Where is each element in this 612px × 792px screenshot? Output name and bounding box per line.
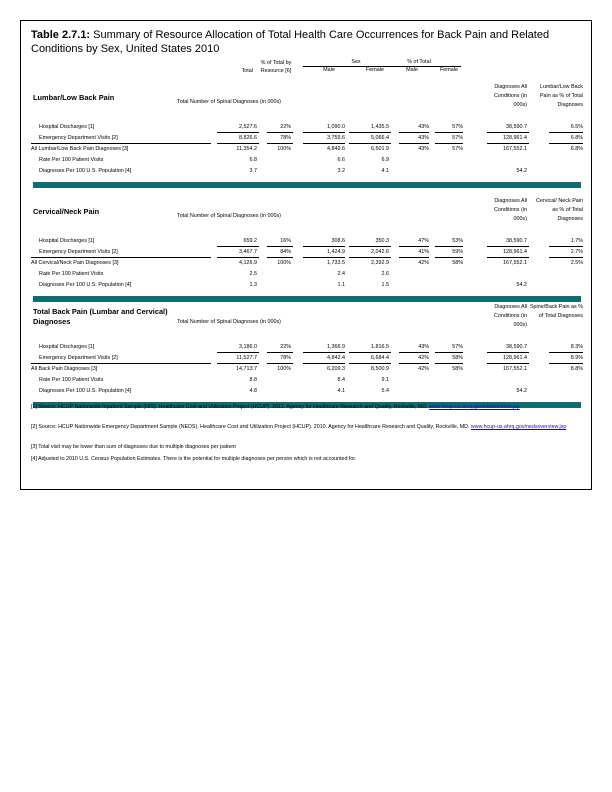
cell-share: 8.3%	[570, 344, 583, 350]
section-title: Total Back Pain (Lumbar and Cervical) Diagnoses	[33, 307, 168, 326]
cell-pct-female: 57%	[452, 146, 463, 152]
cell-share: 2.5%	[570, 260, 583, 266]
cell-pct-male: 47%	[418, 238, 429, 244]
row-label: Rate Per 100 Patient Visits	[39, 271, 104, 277]
cell-male: 3,759.6	[327, 135, 345, 141]
cell-diagnoses-all: 54.2	[516, 388, 527, 394]
cell-pct-female: 57%	[452, 344, 463, 350]
row-divider	[549, 363, 583, 364]
cell-pct-resource: 100%	[277, 366, 291, 372]
cell-male: 308.6	[331, 238, 345, 244]
section-subhead: Total Number of Spinal Diagnoses (in 000s)	[177, 213, 281, 219]
row-divider	[267, 143, 293, 144]
cell-share: 8.9%	[570, 355, 583, 361]
cell-male: 6,209.3	[327, 366, 345, 372]
cell-diagnoses-all: 167,552.1	[503, 260, 527, 266]
total-row-divider	[31, 143, 211, 144]
table-row	[21, 134, 593, 143]
cell-pct-male: 43%	[418, 135, 429, 141]
cell-female: 350.3	[375, 238, 389, 244]
row-divider	[217, 143, 259, 144]
cell-pct-resource: 16%	[280, 238, 291, 244]
table-row	[21, 354, 593, 363]
col-header-pct-of-total: % of Total	[407, 59, 431, 65]
row-divider	[435, 132, 463, 133]
total-row-divider	[31, 257, 211, 258]
cell-share: 1.7%	[570, 238, 583, 244]
cell-total: 3,186.0	[239, 344, 257, 350]
row-divider	[349, 363, 391, 364]
cell-pct-female: 57%	[452, 135, 463, 141]
row-divider	[549, 257, 583, 258]
row-divider	[217, 246, 259, 247]
cell-male: 2.4	[337, 271, 345, 277]
cell-total: 659.2	[243, 238, 257, 244]
row-divider	[303, 132, 345, 133]
table-row	[21, 248, 593, 257]
row-label: All Cervical/Neck Pain Diagnoses [3]	[31, 260, 119, 266]
row-divider	[303, 363, 345, 364]
table-row	[21, 343, 593, 352]
cell-total: 4,126.9	[239, 260, 257, 266]
row-divider	[303, 143, 345, 144]
cell-total: 1.3	[249, 282, 257, 288]
footnote	[31, 444, 583, 452]
footnote	[31, 424, 583, 432]
cell-diagnoses-all: 128,961.4	[503, 135, 527, 141]
cell-male: 6.6	[337, 157, 345, 163]
row-divider	[487, 363, 529, 364]
table-row	[21, 167, 593, 176]
row-label: Diagnoses Per 100 U.S. Population [4]	[39, 168, 132, 174]
cell-pct-resource: 100%	[277, 260, 291, 266]
row-divider	[303, 352, 345, 353]
col-header-pct-female: Female	[440, 67, 458, 73]
row-divider	[349, 352, 391, 353]
cell-total: 6.8	[249, 157, 257, 163]
cell-pct-resource: 100%	[277, 146, 291, 152]
cell-total: 14,713.7	[236, 366, 257, 372]
row-label: Diagnoses Per 100 U.S. Population [4]	[39, 388, 132, 394]
cell-pct-resource: 78%	[280, 355, 291, 361]
section-title: Lumbar/Low Back Pain	[33, 93, 115, 102]
row-label: All Lumbar/Low Back Pain Diagnoses [3]	[31, 146, 129, 152]
table-row	[21, 259, 593, 268]
row-label: Hospital Discharges [1]	[39, 238, 95, 244]
cell-pct-female: 53%	[452, 238, 463, 244]
row-divider	[349, 257, 391, 258]
row-label: All Back Pain Diagnoses [3]	[31, 366, 98, 372]
row-divider	[549, 352, 583, 353]
cell-male: 1.1	[337, 282, 345, 288]
table-title-label: Table 2.7.1:	[31, 29, 91, 41]
diagnoses-header: Diagnoses All Conditions (in 000s)	[494, 198, 527, 222]
cell-pct-male: 43%	[418, 146, 429, 152]
footnote	[31, 456, 583, 464]
cell-pct-male: 41%	[418, 249, 429, 255]
diagnoses-header: Diagnoses All Conditions (in 000s)	[494, 304, 527, 328]
table-row	[21, 145, 593, 154]
cell-female: 1,816.5	[371, 344, 389, 350]
cell-female: 1.5	[381, 282, 389, 288]
cell-pct-resource: 22%	[280, 124, 291, 130]
cell-total: 8.8	[249, 377, 257, 383]
cell-female: 6,501.9	[371, 146, 389, 152]
row-label: Hospital Discharges [1]	[39, 344, 95, 350]
cell-pct-male: 42%	[418, 366, 429, 372]
cell-diagnoses-all: 54.2	[516, 282, 527, 288]
row-divider	[435, 257, 463, 258]
table-row	[21, 237, 593, 246]
total-row-divider	[31, 363, 211, 364]
cell-pct-male: 43%	[418, 124, 429, 130]
col-header-pct-resource: % of Total by Resource [6]	[260, 60, 292, 74]
cell-diagnoses-all: 38,590.7	[506, 238, 527, 244]
row-divider	[435, 363, 463, 364]
cell-male: 1,424.9	[327, 249, 345, 255]
row-divider	[399, 143, 429, 144]
row-divider	[267, 132, 293, 133]
table-row	[21, 270, 593, 279]
cell-share: 8.8%	[570, 366, 583, 372]
cell-female: 2,392.9	[371, 260, 389, 266]
cell-pct-female: 57%	[452, 124, 463, 130]
cell-pct-male: 42%	[418, 260, 429, 266]
footnote-text: [2] Source: HCUP Nationwide Emergency Department Sample (NEDS). Healthcare Cost and Utilization Project (HCUP). 2010. Agency for Healthcare Research and Quality, Rockville, MD.	[31, 424, 471, 430]
cell-male: 8.4	[337, 377, 345, 383]
row-divider	[399, 132, 429, 133]
cell-diagnoses-all: 167,552.1	[503, 366, 527, 372]
footnote-link[interactable]: www.hcup-us.ahrq.gov/nedsoverview.jsp	[470, 424, 567, 430]
section-subhead: Total Number of Spinal Diagnoses (in 000s)	[177, 319, 281, 325]
row-divider	[487, 143, 529, 144]
cell-total: 11,354.2	[236, 146, 257, 152]
row-divider	[399, 246, 429, 247]
cell-female: 5.4	[381, 388, 389, 394]
row-divider	[217, 352, 259, 353]
table-row	[21, 376, 593, 385]
row-divider	[267, 363, 293, 364]
cell-share: 6.8%	[570, 146, 583, 152]
table-row	[21, 281, 593, 290]
cell-diagnoses-all: 167,552.1	[503, 146, 527, 152]
footnote-text: [3] Total visit may be lower than sum of diagnoses due to multiple diagnoses per patient	[31, 444, 236, 450]
cell-total: 4.8	[249, 388, 257, 394]
table-title-text: Summary of Resource Allocation of Total Health Care Occurrences for Back Pain and Related Conditions by Sex, United States 2010	[31, 29, 550, 55]
share-header: Spine/Back Pain as % of Total Diagnoses	[529, 304, 583, 319]
row-divider	[399, 352, 429, 353]
table-row	[21, 123, 593, 132]
row-divider	[267, 352, 293, 353]
row-divider	[549, 246, 583, 247]
row-divider	[267, 257, 293, 258]
section-subhead: Total Number of Spinal Diagnoses (in 000s)	[177, 99, 281, 105]
section-band	[33, 296, 581, 302]
row-divider	[303, 257, 345, 258]
cell-female: 9.1	[381, 377, 389, 383]
cell-male: 4,849.6	[327, 146, 345, 152]
cell-male: 1,366.9	[327, 344, 345, 350]
table-row	[21, 156, 593, 165]
cell-pct-resource: 78%	[280, 135, 291, 141]
row-label: Emergency Department Visits [2]	[39, 249, 118, 255]
table-row	[21, 387, 593, 396]
cell-pct-male: 42%	[418, 355, 429, 361]
cell-diagnoses-all: 38,590.7	[506, 344, 527, 350]
section-band	[33, 182, 581, 188]
row-divider	[549, 143, 583, 144]
col-header-sex: Sex	[351, 59, 361, 65]
cell-diagnoses-all: 128,961.4	[503, 355, 527, 361]
share-header: Lumbar/Low Back Pain as % of Total Diagnoses	[539, 84, 583, 108]
cell-pct-male: 43%	[418, 344, 429, 350]
cell-female: 4.1	[381, 168, 389, 174]
footnote-link[interactable]: www.hcup-us.ahrq.gov/nisoverview.jsp	[429, 404, 520, 410]
cell-share: 2.7%	[570, 249, 583, 255]
row-divider	[399, 257, 429, 258]
row-divider	[435, 246, 463, 247]
cell-total: 11,527.7	[236, 355, 257, 361]
row-divider	[217, 363, 259, 364]
row-divider	[349, 132, 391, 133]
row-divider	[435, 352, 463, 353]
row-label: Emergency Department Visits [2]	[39, 355, 118, 361]
cell-male: 4,842.4	[327, 355, 345, 361]
row-divider	[487, 257, 529, 258]
section-title: Cervical/Neck Pain	[33, 207, 100, 216]
table-row	[21, 365, 593, 374]
cell-total: 2.5	[249, 271, 257, 277]
cell-male: 1,090.0	[327, 124, 345, 130]
table-page	[20, 20, 592, 490]
cell-male: 1,733.5	[327, 260, 345, 266]
footnote	[31, 404, 583, 412]
col-header-female: Female	[366, 67, 384, 73]
share-header: Cervical/ Neck Pain as % of Total Diagnoses	[535, 198, 583, 222]
row-label: Emergency Department Visits [2]	[39, 135, 118, 141]
cell-female: 6,684.4	[371, 355, 389, 361]
cell-male: 3.2	[337, 168, 345, 174]
row-divider	[349, 143, 391, 144]
row-label: Rate Per 100 Patient Visits	[39, 157, 104, 163]
cell-share: 6.8%	[570, 135, 583, 141]
col-header-male: Male	[323, 67, 335, 73]
cell-total: 2,527.6	[239, 124, 257, 130]
cell-pct-female: 58%	[452, 260, 463, 266]
cell-pct-resource: 84%	[280, 249, 291, 255]
cell-pct-female: 58%	[452, 366, 463, 372]
cell-female: 6.9	[381, 157, 389, 163]
cell-total: 8,826.6	[239, 135, 257, 141]
row-divider	[349, 246, 391, 247]
table-title	[31, 28, 583, 56]
cell-diagnoses-all: 38,590.7	[506, 124, 527, 130]
row-label: Hospital Discharges [1]	[39, 124, 95, 130]
cell-female: 8,500.9	[371, 366, 389, 372]
cell-share: 6.5%	[570, 124, 583, 130]
cell-female: 2.6	[381, 271, 389, 277]
row-divider	[217, 132, 259, 133]
row-divider	[487, 352, 529, 353]
cell-pct-resource: 22%	[280, 344, 291, 350]
cell-diagnoses-all: 128,961.4	[503, 249, 527, 255]
cell-total: 3,467.7	[239, 249, 257, 255]
cell-male: 4.1	[337, 388, 345, 394]
row-divider	[487, 132, 529, 133]
cell-total: 3.7	[249, 168, 257, 174]
cell-female: 1,435.5	[371, 124, 389, 130]
footnote-text: [1] Source: HCUP Nationwide Inpatient Sample (NIS). Healthcare Cost and Utilization Project (HCUP). 2011. Agency for Healthcare Research and Quality, Rockville, MD.	[31, 404, 430, 410]
col-header-total: Total	[241, 68, 253, 74]
row-divider	[487, 246, 529, 247]
row-divider	[549, 132, 583, 133]
col-header-pct-male: Male	[406, 67, 418, 73]
row-divider	[435, 143, 463, 144]
row-divider	[267, 246, 293, 247]
row-divider	[217, 257, 259, 258]
row-label: Diagnoses Per 100 U.S. Population [4]	[39, 282, 132, 288]
row-divider	[303, 246, 345, 247]
diagnoses-header: Diagnoses All Conditions (in 000s)	[494, 84, 527, 108]
cell-pct-female: 58%	[452, 355, 463, 361]
cell-female: 2,042.6	[371, 249, 389, 255]
cell-pct-female: 59%	[452, 249, 463, 255]
footnote-text: [4] Adjusted to 2010 U.S. Census Population Estimates. There is the potential for multiple diagnoses per person which is not accounted for.	[31, 456, 357, 462]
row-label: Rate Per 100 Patient Visits	[39, 377, 104, 383]
row-divider	[399, 363, 429, 364]
cell-female: 5,066.4	[371, 135, 389, 141]
cell-diagnoses-all: 54.2	[516, 168, 527, 174]
